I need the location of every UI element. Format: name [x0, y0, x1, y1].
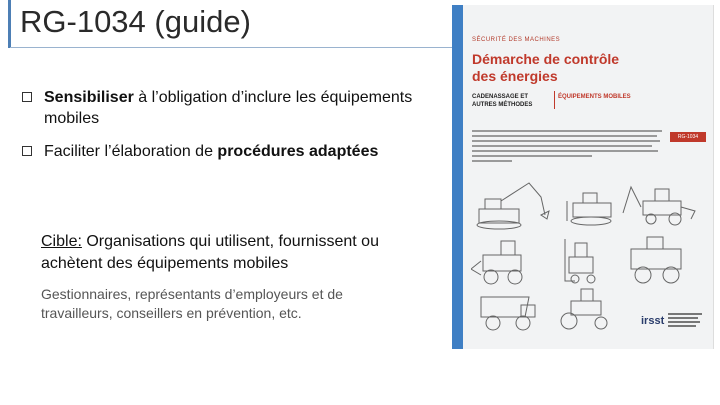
- logo-caption: [668, 313, 704, 329]
- excavator-icon: [477, 183, 549, 229]
- bullet-item: [22, 87, 422, 129]
- audience-detail: Gestionnaires, représentants d’employeurs et de travailleurs, conseillers en prévention, etc.: [41, 286, 343, 321]
- bullet-text: à l’obligation d’inclure les équipements mobiles: [44, 89, 413, 127]
- cover-subtitle-right: ÉQUIPEMENTS MOBILES: [558, 94, 631, 100]
- cover-subtitle-left: CADENASSAGE ET AUTRES MÉTHODES: [472, 94, 533, 108]
- cover-subtitle-separator: [554, 91, 555, 109]
- bullet-square-icon: [22, 146, 32, 156]
- target-audience: [41, 231, 421, 275]
- bullet-emphasis: procédures adaptées: [217, 143, 379, 160]
- cover-title-line2: des énergies: [472, 68, 558, 84]
- title-accent-bar: [8, 0, 11, 48]
- cover-series: SÉCURITÉ DES MACHINES: [472, 37, 561, 43]
- cover-intro-text: [472, 130, 662, 165]
- dozer-icon: [567, 193, 611, 225]
- bullet-item: [22, 141, 422, 162]
- target-label: Cible:: [41, 233, 82, 250]
- backhoe-icon: [623, 187, 695, 225]
- cover-spine: [452, 5, 463, 349]
- cover-title-line1: Démarche de contrôle: [472, 51, 620, 67]
- cover-code-tab: RG-1034: [670, 132, 706, 142]
- bullet-emphasis: Sensibiliser: [44, 89, 134, 106]
- guide-cover-image: [463, 5, 714, 349]
- irsst-logo: irsst: [641, 315, 665, 327]
- bullet-list: [22, 87, 422, 174]
- loader-truck-icon: [631, 237, 681, 283]
- dump-truck-icon: [481, 297, 535, 330]
- wheel-loader-icon: [471, 241, 522, 284]
- title-divider: [10, 47, 452, 48]
- slide-title: RG-1034 (guide): [20, 4, 251, 39]
- target-text: Organisations qui utilisent, fournissent ou achètent des équipements mobiles: [41, 233, 379, 272]
- forklift-icon: [565, 239, 595, 283]
- bullet-text: Faciliter l’élaboration de: [44, 143, 218, 160]
- roller-icon: [561, 289, 607, 329]
- bullet-square-icon: [22, 92, 32, 102]
